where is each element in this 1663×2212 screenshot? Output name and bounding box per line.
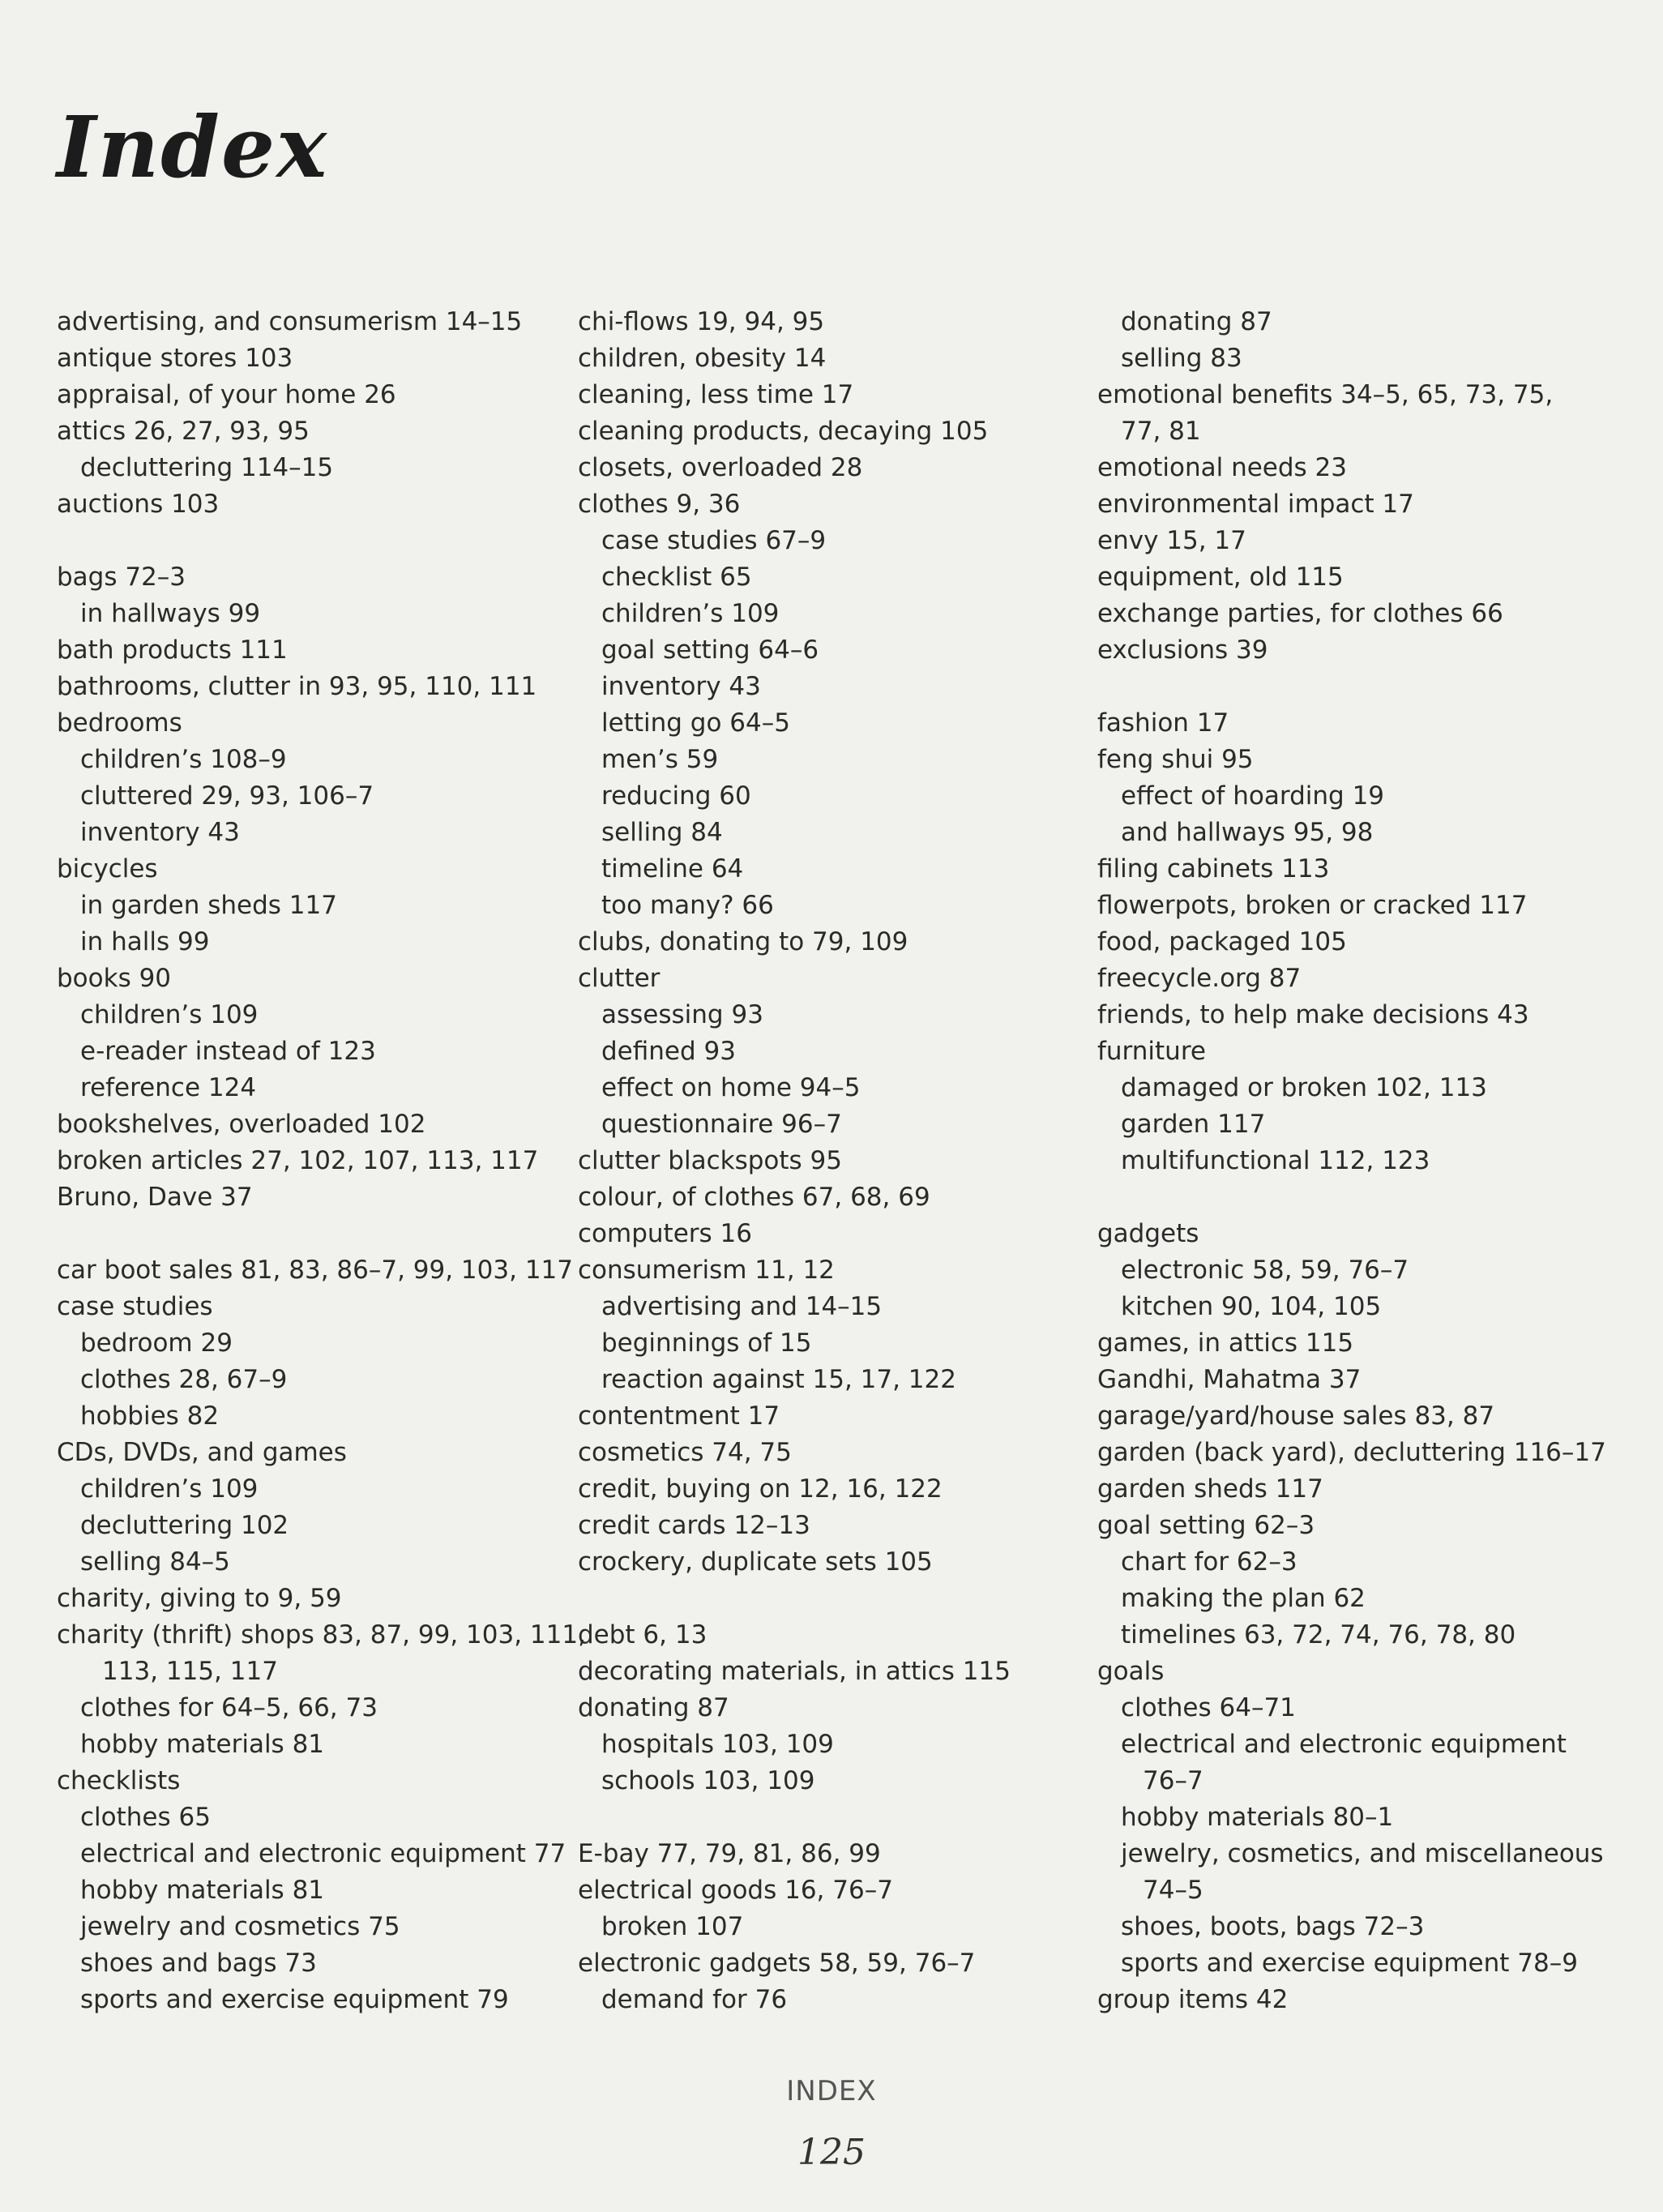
index-subentry: case studies 67–9: [601, 526, 827, 555]
index-subentry: sports and exercise equipment 78–9: [1121, 1949, 1578, 1978]
index-entry: advertising, and consumerism 14–15: [57, 307, 523, 336]
index-entry: bags 72–3: [57, 563, 186, 592]
index-entry: chi-flows 19, 94, 95: [578, 307, 825, 336]
index-entry: cleaning products, decaying 105: [578, 417, 989, 446]
index-entry: bookshelves, overloaded 102: [57, 1110, 426, 1139]
index-entry: E-bay 77, 79, 81, 86, 99: [578, 1839, 881, 1868]
index-entry: closets, overloaded 28: [578, 453, 863, 482]
index-subentry: broken 107: [601, 1912, 744, 1941]
index-entry: bathrooms, clutter in 93, 95, 110, 111: [57, 672, 537, 701]
index-entry: environmental impact 17: [1097, 490, 1414, 519]
index-entry: garage/yard/house sales 83, 87: [1097, 1401, 1495, 1431]
index-entry: broken articles 27, 102, 107, 113, 117: [57, 1146, 539, 1175]
index-subentry: shoes, boots, bags 72–3: [1121, 1912, 1425, 1941]
index-entry: bicycles: [57, 854, 158, 884]
index-subentry: clothes 64–71: [1121, 1693, 1296, 1722]
index-subentry: assessing 93: [601, 1000, 763, 1029]
index-entry: food, packaged 105: [1097, 927, 1347, 956]
index-subentry: bedroom 29: [80, 1328, 233, 1358]
index-entry: garden sheds 117: [1097, 1474, 1323, 1504]
index-subentry: multifunctional 112, 123: [1121, 1146, 1430, 1175]
index-entry-continuation: 76–7: [1143, 1766, 1203, 1795]
index-entry: freecycle.org 87: [1097, 964, 1302, 993]
index-subentry: inventory 43: [601, 672, 761, 701]
index-subentry: timelines 63, 72, 74, 76, 78, 80: [1121, 1620, 1516, 1649]
index-entry: electrical goods 16, 76–7: [578, 1876, 893, 1905]
index-subentry: selling 84: [601, 818, 723, 847]
index-subentry: garden 117: [1121, 1110, 1266, 1139]
index-subentry: cluttered 29, 93, 106–7: [80, 781, 374, 811]
index-entry: flowerpots, broken or cracked 117: [1097, 891, 1528, 920]
index-subentry: questionnaire 96–7: [601, 1110, 842, 1139]
index-subentry: decluttering 102: [80, 1511, 289, 1540]
index-subentry: letting go 64–5: [601, 708, 790, 738]
index-entry: fashion 17: [1097, 708, 1229, 738]
entry-spacer: [1097, 1179, 1606, 1216]
running-footer: INDEX: [786, 2075, 877, 2107]
index-entry: credit cards 12–13: [578, 1511, 810, 1540]
entry-spacer: [578, 1581, 1011, 1617]
index-entry: cleaning, less time 17: [578, 380, 854, 409]
index-entry-continuation: 74–5: [1143, 1876, 1203, 1905]
index-subentry: demand for 76: [601, 1985, 788, 2014]
index-entry: emotional benefits 34–5, 65, 73, 75,: [1097, 380, 1554, 409]
index-subentry: reaction against 15, 17, 122: [601, 1365, 956, 1394]
index-subentry: donating 87: [1121, 307, 1272, 336]
index-subentry: effect on home 94–5: [601, 1073, 861, 1102]
index-entry: envy 15, 17: [1097, 526, 1246, 555]
index-entry: filing cabinets 113: [1097, 854, 1330, 884]
index-entry-continuation: 113, 115, 117: [102, 1657, 278, 1686]
index-entry: clothes 9, 36: [578, 490, 741, 519]
entry-spacer: [57, 1216, 586, 1252]
index-subentry: reference 124: [80, 1073, 257, 1102]
index-subentry: electrical and electronic equipment 77: [80, 1839, 566, 1868]
index-subentry: electronic 58, 59, 76–7: [1121, 1256, 1409, 1285]
index-subentry: hobby materials 81: [80, 1876, 325, 1905]
index-column-2: [578, 304, 1011, 2018]
index-entry: checklists: [57, 1766, 181, 1795]
index-entry: attics 26, 27, 93, 95: [57, 417, 310, 446]
index-entry: cosmetics 74, 75: [578, 1438, 792, 1467]
index-subentry: children’s 109: [80, 1000, 259, 1029]
index-subentry: advertising and 14–15: [601, 1292, 883, 1321]
index-entry: donating 87: [578, 1693, 729, 1722]
index-subentry: electrical and electronic equipment: [1121, 1730, 1567, 1759]
index-subentry: timeline 64: [601, 854, 744, 884]
index-subentry: beginnings of 15: [601, 1328, 812, 1358]
index-entry: games, in attics 115: [1097, 1328, 1354, 1358]
index-entry: antique stores 103: [57, 344, 293, 373]
index-entry: exclusions 39: [1097, 635, 1268, 665]
index-subentry: hospitals 103, 109: [601, 1730, 834, 1759]
index-entry: charity, giving to 9, 59: [57, 1584, 342, 1613]
index-subentry: reducing 60: [601, 781, 751, 811]
index-subentry: sports and exercise equipment 79: [80, 1985, 509, 2014]
index-subentry: children’s 108–9: [80, 745, 287, 774]
index-entry: group items 42: [1097, 1985, 1289, 2014]
index-entry: CDs, DVDs, and games: [57, 1438, 347, 1467]
page-number: 125: [797, 2132, 866, 2173]
index-subentry: defined 93: [601, 1037, 736, 1066]
index-entry: computers 16: [578, 1219, 752, 1248]
index-subentry: clothes 28, 67–9: [80, 1365, 288, 1394]
index-entry: electronic gadgets 58, 59, 76–7: [578, 1949, 976, 1978]
index-entry: clutter blackspots 95: [578, 1146, 842, 1175]
index-subentry: effect of hoarding 19: [1121, 781, 1385, 811]
index-entry: consumerism 11, 12: [578, 1256, 835, 1285]
index-subentry: in halls 99: [80, 927, 210, 956]
index-subentry: 77, 81: [1121, 417, 1201, 446]
index-entry: clubs, donating to 79, 109: [578, 927, 908, 956]
index-entry: Bruno, Dave 37: [57, 1183, 253, 1212]
index-subentry: jewelry and cosmetics 75: [80, 1912, 400, 1941]
index-subentry: children’s 109: [601, 599, 780, 628]
index-entry: credit, buying on 12, 16, 122: [578, 1474, 943, 1504]
index-subentry: and hallways 95, 98: [1121, 818, 1374, 847]
index-entry: auctions 103: [57, 490, 220, 519]
index-column-1: [57, 304, 586, 2018]
index-entry: charity (thrift) shops 83, 87, 99, 103, 111,: [57, 1620, 586, 1649]
index-entry: decorating materials, in attics 115: [578, 1657, 1011, 1686]
index-entry: contentment 17: [578, 1401, 780, 1431]
index-subentry: jewelry, cosmetics, and miscellaneous: [1121, 1839, 1604, 1868]
index-entry: goal setting 62–3: [1097, 1511, 1315, 1540]
index-entry: Gandhi, Mahatma 37: [1097, 1365, 1362, 1394]
index-subentry: goal setting 64–6: [601, 635, 819, 665]
index-subentry: schools 103, 109: [601, 1766, 815, 1795]
index-entry: gadgets: [1097, 1219, 1199, 1248]
index-subentry: e-reader instead of 123: [80, 1037, 376, 1066]
entry-spacer: [1097, 669, 1606, 705]
index-entry: goals: [1097, 1657, 1165, 1686]
entry-spacer: [578, 1799, 1011, 1836]
index-entry: garden (back yard), decluttering 116–17: [1097, 1438, 1606, 1467]
index-subentry: in hallways 99: [80, 599, 261, 628]
index-entry: clutter: [578, 964, 660, 993]
index-subentry: damaged or broken 102, 113: [1121, 1073, 1487, 1102]
index-entry: appraisal, of your home 26: [57, 380, 396, 409]
index-entry: car boot sales 81, 83, 86–7, 99, 103, 117: [57, 1256, 573, 1285]
index-subentry: hobby materials 81: [80, 1730, 325, 1759]
index-entry: books 90: [57, 964, 172, 993]
index-subentry: selling 83: [1121, 344, 1242, 373]
index-entry: exchange parties, for clothes 66: [1097, 599, 1503, 628]
index-entry: debt 6, 13: [578, 1620, 708, 1649]
index-entry: crockery, duplicate sets 105: [578, 1547, 933, 1577]
index-subentry: kitchen 90, 104, 105: [1121, 1292, 1382, 1321]
index-subentry: chart for 62–3: [1121, 1547, 1297, 1577]
index-subentry: inventory 43: [80, 818, 240, 847]
index-subentry: clothes 65: [80, 1803, 211, 1832]
index-entry: equipment, old 115: [1097, 563, 1344, 592]
index-entry: case studies: [57, 1292, 213, 1321]
index-entry: bedrooms: [57, 708, 182, 738]
index-subentry: clothes for 64–5, 66, 73: [80, 1693, 378, 1722]
index-entry: feng shui 95: [1097, 745, 1254, 774]
index-subentry: men’s 59: [601, 745, 719, 774]
index-subentry: decluttering 114–15: [80, 453, 334, 482]
index-subentry: checklist 65: [601, 563, 752, 592]
index-entry: bath products 111: [57, 635, 288, 665]
entry-spacer: [57, 523, 586, 559]
index-subentry: making the plan 62: [1121, 1584, 1366, 1613]
index-entry: friends, to help make decisions 43: [1097, 1000, 1529, 1029]
index-column-3: [1097, 304, 1606, 2018]
index-entry: furniture: [1097, 1037, 1206, 1066]
index-entry: emotional needs 23: [1097, 453, 1348, 482]
page-title: Index: [57, 97, 329, 197]
index-subentry: hobbies 82: [80, 1401, 220, 1431]
index-subentry: selling 84–5: [80, 1547, 230, 1577]
index-subentry: in garden sheds 117: [80, 891, 337, 920]
index-subentry: hobby materials 80–1: [1121, 1803, 1394, 1832]
index-entry: children, obesity 14: [578, 344, 827, 373]
index-entry: colour, of clothes 67, 68, 69: [578, 1183, 930, 1212]
index-subentry: shoes and bags 73: [80, 1949, 317, 1978]
index-subentry: too many? 66: [601, 891, 774, 920]
index-subentry: children’s 109: [80, 1474, 259, 1504]
